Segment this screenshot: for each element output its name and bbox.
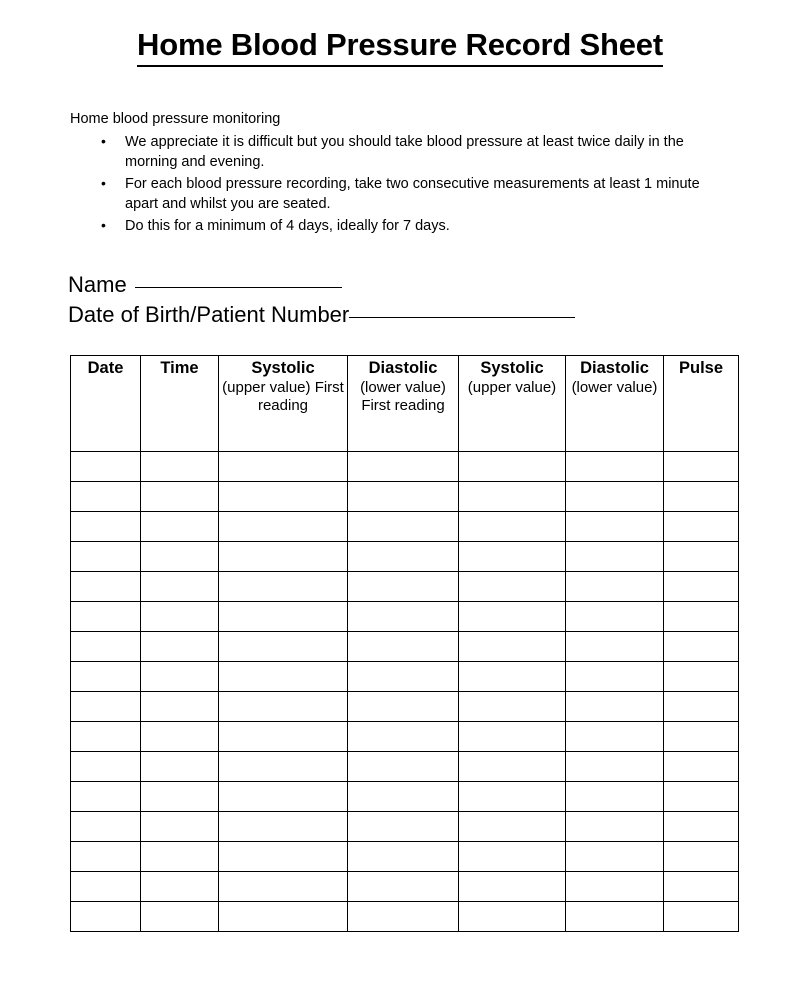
table-row: [71, 632, 739, 662]
table-cell-systolic[interactable]: [459, 572, 566, 602]
table-cell-time[interactable]: [141, 782, 219, 812]
table-cell-systolic[interactable]: [219, 512, 348, 542]
table-cell-diastolic[interactable]: [566, 842, 664, 872]
patient-fields: [68, 270, 748, 331]
table-cell-pulse[interactable]: [664, 632, 739, 662]
table-cell-diastolic[interactable]: [348, 542, 459, 572]
table-cell-pulse[interactable]: [664, 602, 739, 632]
table-row: [71, 872, 739, 902]
table-cell-time[interactable]: [141, 632, 219, 662]
table-cell-date[interactable]: [71, 812, 141, 842]
table-cell-pulse[interactable]: [664, 872, 739, 902]
table-cell-systolic[interactable]: [219, 842, 348, 872]
table-cell-systolic[interactable]: [219, 662, 348, 692]
table-cell-systolic[interactable]: [219, 482, 348, 512]
table-row: [71, 782, 739, 812]
table-cell-time[interactable]: [141, 602, 219, 632]
bullet-icon: •: [101, 132, 106, 149]
column-header-date: [71, 356, 141, 452]
table-cell-diastolic[interactable]: [348, 662, 459, 692]
table-cell-diastolic[interactable]: [348, 482, 459, 512]
table-cell-date[interactable]: [71, 842, 141, 872]
table-cell-date[interactable]: [71, 902, 141, 932]
dob-field-label: Date of Birth/Patient Number: [68, 302, 350, 328]
column-header-main: Time: [160, 359, 199, 377]
page-title-container: [0, 27, 800, 67]
table-cell-date[interactable]: [71, 692, 141, 722]
table-cell-pulse[interactable]: [664, 692, 739, 722]
table-cell-date[interactable]: [71, 602, 141, 632]
table-cell-pulse[interactable]: [664, 812, 739, 842]
table-row: [71, 572, 739, 602]
list-item-text: Do this for a minimum of 4 days, ideally for 7 days.: [125, 217, 450, 234]
instructions-heading: Home blood pressure monitoring: [70, 111, 281, 127]
table-cell-date[interactable]: [71, 662, 141, 692]
table-cell-date[interactable]: [71, 632, 141, 662]
table-cell-diastolic[interactable]: [566, 872, 664, 902]
table-cell-systolic[interactable]: [459, 782, 566, 812]
table-cell-date[interactable]: [71, 752, 141, 782]
table-cell-diastolic[interactable]: [566, 452, 664, 482]
table-cell-systolic[interactable]: [219, 452, 348, 482]
table-cell-diastolic[interactable]: [566, 722, 664, 752]
table-cell-diastolic[interactable]: [348, 902, 459, 932]
column-header-diastolic-second: [566, 356, 664, 452]
table-cell-systolic[interactable]: [219, 632, 348, 662]
page-title: Home Blood Pressure Record Sheet: [137, 27, 663, 67]
table-cell-date[interactable]: [71, 452, 141, 482]
table-cell-systolic[interactable]: [219, 722, 348, 752]
column-header-main: Systolic: [480, 359, 544, 377]
column-header-pulse: [664, 356, 739, 452]
table-cell-diastolic[interactable]: [566, 902, 664, 932]
table-cell-pulse[interactable]: [664, 662, 739, 692]
table-cell-systolic[interactable]: [219, 902, 348, 932]
instructions-section: [70, 110, 735, 237]
table-cell-diastolic[interactable]: [348, 512, 459, 542]
table-cell-systolic[interactable]: [219, 752, 348, 782]
table-cell-systolic[interactable]: [459, 512, 566, 542]
table-cell-diastolic[interactable]: [566, 782, 664, 812]
table-row: [71, 452, 739, 482]
column-header-diastolic-first: [348, 356, 459, 452]
table-cell-date[interactable]: [71, 722, 141, 752]
list-item: [70, 216, 735, 237]
table-cell-systolic[interactable]: [459, 902, 566, 932]
table-cell-time[interactable]: [141, 902, 219, 932]
table-cell-diastolic[interactable]: [348, 452, 459, 482]
table-cell-systolic[interactable]: [459, 872, 566, 902]
table-cell-systolic[interactable]: [459, 752, 566, 782]
table-cell-date[interactable]: [71, 572, 141, 602]
table-cell-diastolic[interactable]: [348, 872, 459, 902]
table-cell-diastolic[interactable]: [348, 722, 459, 752]
table-cell-pulse[interactable]: [664, 572, 739, 602]
table-cell-systolic[interactable]: [459, 722, 566, 752]
table-cell-systolic[interactable]: [219, 782, 348, 812]
table-row: [71, 812, 739, 842]
table-cell-systolic[interactable]: [459, 842, 566, 872]
table-cell-pulse[interactable]: [664, 722, 739, 752]
column-header-sub: (lower value): [571, 378, 658, 396]
table-row: [71, 662, 739, 692]
table-cell-systolic[interactable]: [459, 662, 566, 692]
column-header-main: Diastolic: [580, 359, 649, 377]
table-cell-time[interactable]: [141, 752, 219, 782]
table-cell-systolic[interactable]: [459, 482, 566, 512]
table-header-row: [71, 356, 739, 452]
table-cell-time[interactable]: [141, 662, 219, 692]
table-row: [71, 512, 739, 542]
table-cell-pulse[interactable]: [664, 482, 739, 512]
table-cell-diastolic[interactable]: [566, 512, 664, 542]
table-cell-systolic[interactable]: [219, 812, 348, 842]
table-cell-diastolic[interactable]: [348, 632, 459, 662]
list-item-text: We appreciate it is difficult but you should take blood pressure at least twice daily in the morning and evening.: [125, 133, 684, 171]
instructions-list: [70, 132, 735, 237]
table-cell-systolic[interactable]: [219, 542, 348, 572]
table-cell-time[interactable]: [141, 572, 219, 602]
column-header-sub: (upper value) First reading: [222, 378, 344, 414]
table-cell-diastolic[interactable]: [566, 482, 664, 512]
table-cell-date[interactable]: [71, 872, 141, 902]
table-cell-date[interactable]: [71, 542, 141, 572]
table-cell-time[interactable]: [141, 722, 219, 752]
list-item: [70, 132, 735, 173]
blood-pressure-table: [70, 355, 739, 932]
table-header: [71, 356, 739, 452]
table-cell-pulse[interactable]: [664, 902, 739, 932]
table-row: [71, 752, 739, 782]
table-cell-diastolic[interactable]: [566, 692, 664, 722]
column-header-sub: (lower value) First reading: [360, 378, 446, 414]
list-item: [70, 174, 735, 215]
table-body: [71, 452, 739, 932]
table-cell-diastolic[interactable]: [348, 602, 459, 632]
table-cell-date[interactable]: [71, 482, 141, 512]
table-cell-systolic[interactable]: [459, 542, 566, 572]
table-cell-systolic[interactable]: [219, 572, 348, 602]
column-header-main: Pulse: [678, 359, 724, 377]
table-row: [71, 602, 739, 632]
name-field-row: [68, 270, 748, 300]
table-cell-diastolic[interactable]: [348, 842, 459, 872]
table-cell-time[interactable]: [141, 512, 219, 542]
table-cell-diastolic[interactable]: [348, 782, 459, 812]
bullet-icon: •: [101, 216, 106, 233]
table-cell-diastolic[interactable]: [348, 752, 459, 782]
table-cell-pulse[interactable]: [664, 782, 739, 812]
bullet-icon: •: [101, 174, 106, 191]
table-row: [71, 902, 739, 932]
table-cell-diastolic[interactable]: [348, 812, 459, 842]
table-row: [71, 692, 739, 722]
table-cell-diastolic[interactable]: [566, 572, 664, 602]
table-cell-systolic[interactable]: [219, 602, 348, 632]
column-header-main: Diastolic: [368, 359, 438, 377]
table-cell-systolic[interactable]: [459, 632, 566, 662]
name-field-label: Name: [68, 272, 127, 297]
column-header-main: Date: [87, 359, 124, 377]
table-cell-time[interactable]: [141, 872, 219, 902]
table-cell-systolic[interactable]: [219, 872, 348, 902]
table-cell-systolic[interactable]: [459, 452, 566, 482]
table-cell-time[interactable]: [141, 482, 219, 512]
table-cell-systolic[interactable]: [459, 812, 566, 842]
table-cell-time[interactable]: [141, 812, 219, 842]
table-cell-time[interactable]: [141, 692, 219, 722]
dob-input[interactable]: [349, 317, 575, 318]
table-cell-systolic[interactable]: [459, 602, 566, 632]
table-row: [71, 722, 739, 752]
table-cell-systolic[interactable]: [459, 692, 566, 722]
table-cell-time[interactable]: [141, 842, 219, 872]
table-cell-date[interactable]: [71, 782, 141, 812]
table-cell-pulse[interactable]: [664, 542, 739, 572]
column-header-time: [141, 356, 219, 452]
table-cell-diastolic[interactable]: [566, 632, 664, 662]
table-cell-date[interactable]: [71, 512, 141, 542]
column-header-systolic-second: [459, 356, 566, 452]
table-cell-systolic[interactable]: [219, 692, 348, 722]
table-cell-diastolic[interactable]: [566, 542, 664, 572]
name-input[interactable]: [135, 287, 342, 288]
table-row: [71, 482, 739, 512]
table-cell-diastolic[interactable]: [566, 662, 664, 692]
table-cell-diastolic[interactable]: [566, 602, 664, 632]
column-header-main: Systolic: [251, 359, 315, 377]
dob-field-row: [68, 300, 748, 330]
table-cell-diastolic[interactable]: [348, 572, 459, 602]
table-cell-pulse[interactable]: [664, 452, 739, 482]
table-cell-pulse[interactable]: [664, 512, 739, 542]
table-row: [71, 542, 739, 572]
table-cell-diastolic[interactable]: [348, 692, 459, 722]
table-cell-time[interactable]: [141, 452, 219, 482]
table-cell-pulse[interactable]: [664, 842, 739, 872]
table-row: [71, 842, 739, 872]
table-cell-diastolic[interactable]: [566, 812, 664, 842]
table-cell-time[interactable]: [141, 542, 219, 572]
list-item-text: For each blood pressure recording, take two consecutive measurements at least 1 minute apart and whilst you are seated.: [125, 175, 700, 213]
table-cell-pulse[interactable]: [664, 752, 739, 782]
column-header-sub: (upper value): [467, 378, 557, 396]
table-cell-diastolic[interactable]: [566, 752, 664, 782]
column-header-systolic-first: [219, 356, 348, 452]
